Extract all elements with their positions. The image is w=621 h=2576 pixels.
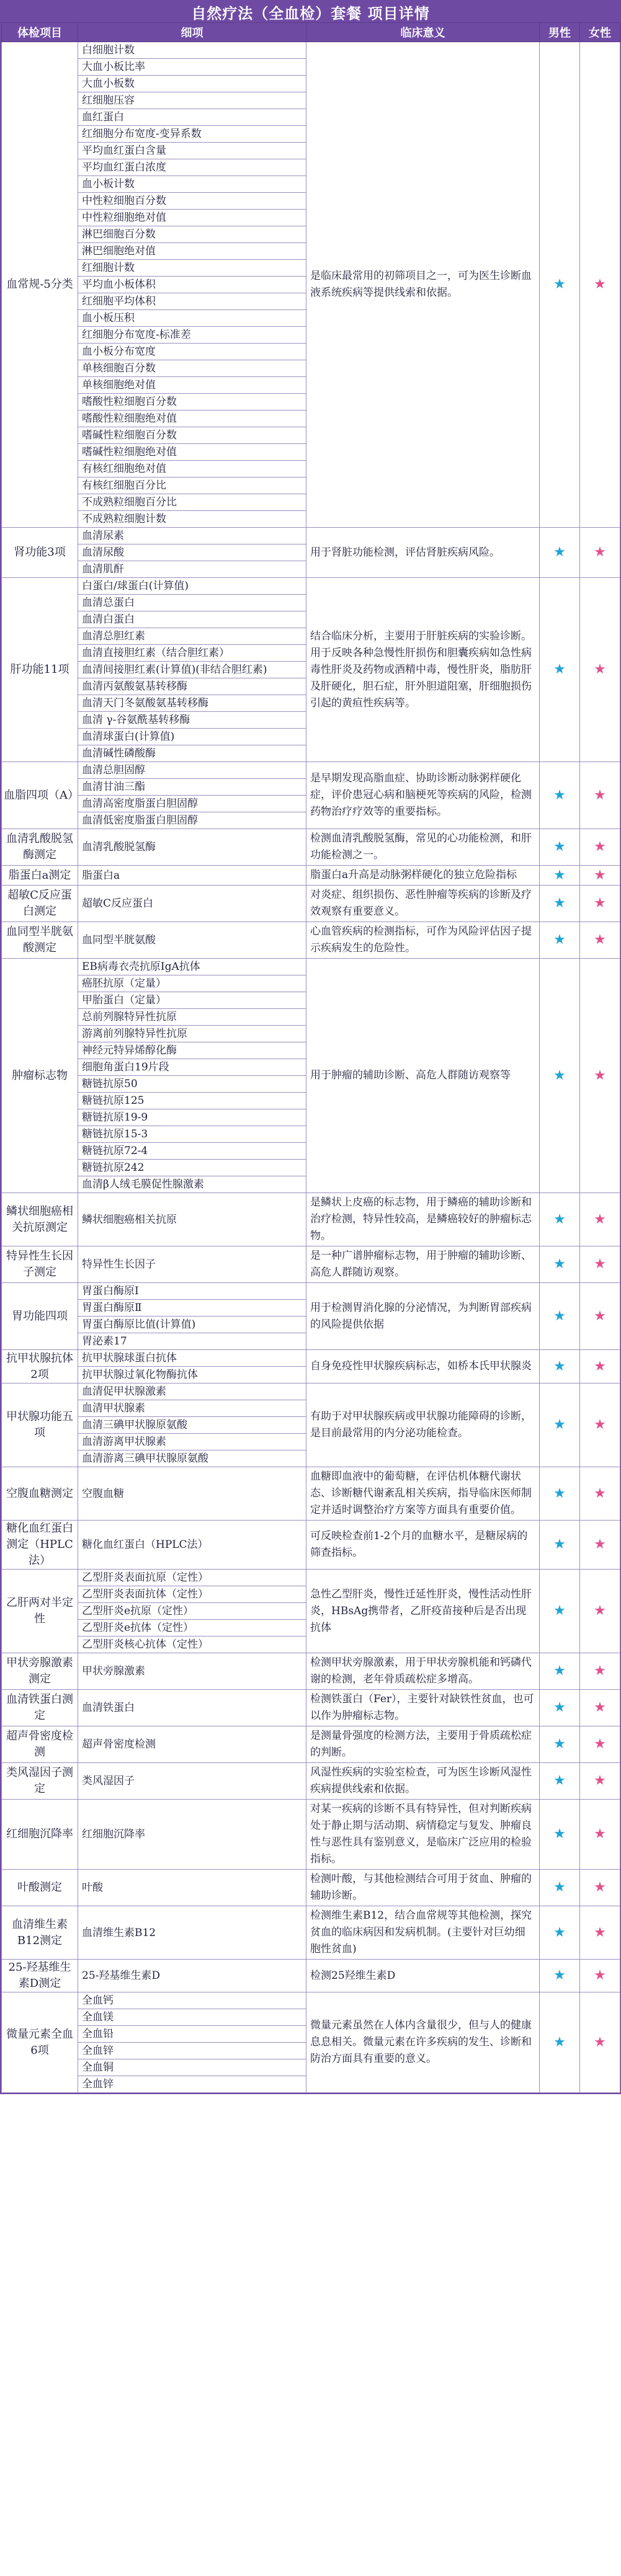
female-star-icon: ★ [580, 886, 620, 922]
detail-item: 全血锌 [78, 2076, 306, 2093]
table-row [2, 1467, 620, 1521]
female-star-icon: ★ [580, 1992, 620, 2093]
detail-item: 血清促甲状腺激素 [78, 1383, 306, 1400]
detail-item: 糖化血红蛋白（HPLC法） [78, 1521, 306, 1570]
detail-item: 血清天门冬氨酸氨基转移酶 [78, 695, 306, 712]
detail-item: 血清维生素B12 [78, 1906, 306, 1960]
category-cell: 25-羟基维生素D测定 [2, 1960, 78, 1992]
detail-item: 红细胞沉降率 [78, 1800, 306, 1870]
detail-item: 血同型半胱氨酸 [78, 922, 306, 959]
category-cell: 肾功能3项 [2, 528, 78, 578]
detail-item: 全血铜 [78, 2059, 306, 2076]
detail-item: 25-羟基维生素D [78, 1960, 306, 1992]
table-row [2, 1726, 620, 1763]
detail-item: 糖链抗原15-3 [78, 1126, 306, 1143]
table-header [2, 23, 620, 42]
female-star-icon: ★ [580, 528, 620, 578]
table-row [2, 1690, 620, 1726]
detail-item: 嗜碱性粒细胞百分数 [78, 427, 306, 444]
table-row [2, 528, 620, 544]
table-row [2, 1383, 620, 1400]
male-star-icon: ★ [540, 1726, 580, 1763]
clinical-meaning: 对炎症、组织损伤、恶性肿瘤等疾病的诊断及疗效观察有重要意义。 [306, 886, 540, 922]
detail-item: 血清间接胆红素(计算值)(非结合胆红素) [78, 662, 306, 678]
detail-item: 乙型肝炎表面抗原（定性） [78, 1570, 306, 1586]
male-star-icon: ★ [540, 1283, 580, 1350]
detail-item: 超声骨密度检测 [78, 1726, 306, 1763]
male-star-icon: ★ [540, 1521, 580, 1570]
detail-item: 乙型肝炎核心抗体（定性） [78, 1637, 306, 1653]
table-row [2, 1906, 620, 1960]
items-table [1, 22, 620, 2093]
detail-item: 血清丙氨酸氨基转移酶 [78, 678, 306, 695]
male-star-icon: ★ [540, 1246, 580, 1283]
detail-item: 血清高密度脂蛋白胆固醇 [78, 796, 306, 812]
detail-item: 乙型肝炎表面抗体（定性） [78, 1586, 306, 1603]
female-star-icon: ★ [580, 1570, 620, 1653]
detail-item: 血清低密度脂蛋白胆固醇 [78, 812, 306, 829]
detail-item: 不成熟粒细胞计数 [78, 511, 306, 528]
detail-item: 血清总蛋白 [78, 595, 306, 611]
category-cell: 糖化血红蛋白测定（HPLC法） [2, 1521, 78, 1570]
detail-item: 淋巴细胞绝对值 [78, 243, 306, 260]
male-star-icon: ★ [540, 922, 580, 959]
clinical-meaning: 用于肿瘤的辅助诊断、高危人群随访观察等 [306, 959, 540, 1193]
table-row [2, 1992, 620, 2009]
female-star-icon: ★ [580, 1521, 620, 1570]
male-star-icon: ★ [540, 829, 580, 866]
table-row [2, 886, 620, 922]
table-row [2, 1870, 620, 1906]
female-star-icon: ★ [580, 829, 620, 866]
clinical-meaning: 脂蛋白a升高是动脉粥样硬化的独立危险指标 [306, 866, 540, 886]
detail-item: 总前列腺特异性抗原 [78, 1009, 306, 1026]
male-star-icon: ★ [540, 1570, 580, 1653]
table-row [2, 959, 620, 975]
clinical-meaning: 检测25羟维生素D [306, 1960, 540, 1992]
male-star-icon: ★ [540, 1800, 580, 1870]
clinical-meaning: 检测血清乳酸脱氢酶，常见的心功能检测，和肝功能检测之一。 [306, 829, 540, 866]
detail-item: 中性粒细胞百分数 [78, 193, 306, 210]
category-cell: 甲状旁腺激素测定 [2, 1653, 78, 1690]
header-category: 体检项目 [2, 23, 78, 42]
female-star-icon: ★ [580, 1193, 620, 1246]
detail-item: 乙型肝炎e抗原（定性） [78, 1603, 306, 1620]
detail-item: 红细胞分布宽度-变异系数 [78, 126, 306, 143]
male-star-icon: ★ [540, 1992, 580, 2093]
detail-item: 血清总胆红素 [78, 628, 306, 645]
detail-item: 血清乳酸脱氢酶 [78, 829, 306, 866]
category-cell: 抗甲状腺抗体2项 [2, 1350, 78, 1383]
male-star-icon: ★ [540, 1467, 580, 1521]
male-star-icon: ★ [540, 959, 580, 1193]
detail-item: 血清甲状腺素 [78, 1400, 306, 1417]
clinical-meaning: 是早期发现高脂血症、协助诊断动脉粥样硬化症，评价患冠心病和脑梗死等疾病的风险，检测药物治疗疗效等的重要指标。 [306, 762, 540, 829]
detail-item: 乙型肝炎e抗体（定性） [78, 1620, 306, 1637]
detail-item: 超敏C反应蛋白 [78, 886, 306, 922]
header-detail: 细项 [78, 23, 306, 42]
female-star-icon: ★ [580, 922, 620, 959]
detail-item: 甲胎蛋白（定量） [78, 992, 306, 1009]
male-star-icon: ★ [540, 1906, 580, 1960]
detail-item: 血小板分布宽度 [78, 344, 306, 360]
category-cell: 叶酸测定 [2, 1870, 78, 1906]
clinical-meaning: 是鳞状上皮癌的标志物，用于鳞癌的辅助诊断和治疗检测，特异性较高，是鳞癌较好的肿瘤标志物。 [306, 1193, 540, 1246]
detail-item: 血小板计数 [78, 176, 306, 193]
detail-item: 血红蛋白 [78, 109, 306, 126]
female-star-icon: ★ [580, 1763, 620, 1800]
table-row [2, 1521, 620, 1570]
clinical-meaning: 结合临床分析，主要用于肝脏疾病的实验诊断。用于反映各种急慢性肝损伤和胆囊疾病如急性病毒性肝炎及药物或酒精中毒，慢性肝炎，脂肪肝及肝硬化，胆石症，肝外胆道阻塞，肝细胞损伤引起的黄疸性疾病等。 [306, 578, 540, 762]
detail-item: 不成熟粒细胞百分比 [78, 494, 306, 511]
table-row [2, 1193, 620, 1246]
clinical-meaning: 有助于对甲状腺疾病或甲状腺功能障碍的诊断，是目前最常用的内分泌功能检查。 [306, 1383, 540, 1467]
male-star-icon: ★ [540, 1870, 580, 1906]
table-row [2, 1570, 620, 1586]
clinical-meaning: 用于肾脏功能检测，评估肾脏疾病风险。 [306, 528, 540, 578]
detail-item: 血清白蛋白 [78, 611, 306, 628]
detail-item: 空腹血糖 [78, 1467, 306, 1521]
detail-item: 红细胞分布宽度-标准差 [78, 327, 306, 344]
detail-item: 单核细胞绝对值 [78, 377, 306, 394]
category-cell: 血清乳酸脱氢酶测定 [2, 829, 78, 866]
detail-item: 有核红细胞绝对值 [78, 461, 306, 477]
clinical-meaning: 检测维生素B12，结合血常规等其他检测，探究贫血的临床病因和发病机制。(主要针对巨幼细胞性贫血) [306, 1906, 540, 1960]
clinical-meaning: 检测甲状旁腺激素，用于甲状旁腺机能和钙磷代谢的检测，老年骨质疏松症多增高。 [306, 1653, 540, 1690]
detail-item: 白蛋白/球蛋白(计算值) [78, 578, 306, 595]
header-male: 男性 [540, 23, 580, 42]
male-star-icon: ★ [540, 528, 580, 578]
detail-item: 嗜酸性粒细胞绝对值 [78, 411, 306, 427]
detail-item: 血清总胆固醇 [78, 762, 306, 779]
table-row [2, 829, 620, 866]
female-star-icon: ★ [580, 1690, 620, 1726]
detail-item: 糖链抗原19-9 [78, 1109, 306, 1126]
male-star-icon: ★ [540, 42, 580, 528]
detail-item: 胃蛋白酶原Ⅰ [78, 1283, 306, 1300]
detail-item: 白细胞计数 [78, 42, 306, 59]
female-star-icon: ★ [580, 1960, 620, 1992]
detail-item: 单核细胞百分数 [78, 360, 306, 377]
detail-item: EB病毒衣壳抗原IgA抗体 [78, 959, 306, 975]
detail-item: 全血锌 [78, 2043, 306, 2059]
detail-item: 全血铅 [78, 2026, 306, 2043]
detail-item: 红细胞计数 [78, 260, 306, 277]
male-star-icon: ★ [540, 886, 580, 922]
table-row [2, 1653, 620, 1690]
detail-item: 抗甲状腺球蛋白抗体 [78, 1350, 306, 1367]
detail-item: 大血小板比率 [78, 59, 306, 76]
clinical-meaning: 自身免疫性甲状腺疾病标志，如桥本氏甲状腺炎 [306, 1350, 540, 1383]
detail-item: 血清碱性磷酸酶 [78, 745, 306, 762]
detail-item: 糖链抗原72-4 [78, 1143, 306, 1160]
male-star-icon: ★ [540, 1350, 580, 1383]
detail-item: 血清铁蛋白 [78, 1690, 306, 1726]
detail-item: 血清 γ-谷氨酰基转移酶 [78, 712, 306, 729]
header-female: 女性 [580, 23, 620, 42]
detail-item: 有核红细胞百分比 [78, 477, 306, 494]
clinical-meaning: 检测叶酸，与其他检测结合可用于贫血、肿瘤的辅助诊断。 [306, 1870, 540, 1906]
clinical-meaning: 是临床最常用的初筛项目之一，可为医生诊断血液系统疾病等提供线索和依据。 [306, 42, 540, 528]
detail-item: 血清甘油三酯 [78, 779, 306, 796]
male-star-icon: ★ [540, 1763, 580, 1800]
category-cell: 类风湿因子测定 [2, 1763, 78, 1800]
detail-item: 胃蛋白酶原比值(计算值) [78, 1317, 306, 1333]
detail-item: 平均血小板体积 [78, 277, 306, 293]
detail-item: 血清β人绒毛膜促性腺激素 [78, 1176, 306, 1193]
detail-item: 类风湿因子 [78, 1763, 306, 1800]
detail-item: 红细胞压容 [78, 92, 306, 109]
clinical-meaning: 风湿性疾病的实验室检查，可为医生诊断风湿性疾病提供线索和依据。 [306, 1763, 540, 1800]
table-row [2, 866, 620, 886]
category-cell: 特异性生长因子测定 [2, 1246, 78, 1283]
male-star-icon: ★ [540, 1960, 580, 1992]
detail-item: 中性粒细胞绝对值 [78, 210, 306, 226]
detail-item: 糖链抗原125 [78, 1093, 306, 1109]
male-star-icon: ★ [540, 1193, 580, 1246]
detail-item: 全血钙 [78, 1992, 306, 2009]
female-star-icon: ★ [580, 1350, 620, 1383]
male-star-icon: ★ [540, 762, 580, 829]
clinical-meaning: 急性乙型肝炎，慢性迁延性肝炎，慢性活动性肝炎，HBsAg携带者，乙肝疫苗接种后是否出现抗体 [306, 1570, 540, 1653]
detail-item: 血清尿酸 [78, 544, 306, 561]
category-cell: 血清铁蛋白测定 [2, 1690, 78, 1726]
category-cell: 血脂四项（A） [2, 762, 78, 829]
detail-item: 糖链抗原242 [78, 1160, 306, 1176]
female-star-icon: ★ [580, 762, 620, 829]
table-row [2, 1246, 620, 1283]
detail-item: 胃泌素17 [78, 1333, 306, 1350]
clinical-meaning: 血糖即血液中的葡萄糖，在评估机体糖代谢状态、诊断糖代谢紊乱相关疾病，指导临床医师制定并适时调整治疗方案等方面具有重要价值。 [306, 1467, 540, 1521]
detail-item: 血清尿素 [78, 528, 306, 544]
page-title: 自然疗法（全血检）套餐 项目详情 [1, 1, 620, 22]
category-cell: 胃功能四项 [2, 1283, 78, 1350]
male-star-icon: ★ [540, 578, 580, 762]
clinical-meaning: 可反映检查前1-2个月的血糖水平，是糖尿病的筛查指标。 [306, 1521, 540, 1570]
detail-item: 癌胚抗原（定量） [78, 975, 306, 992]
detail-item: 胃蛋白酶原Ⅱ [78, 1300, 306, 1317]
female-star-icon: ★ [580, 959, 620, 1193]
male-star-icon: ★ [540, 866, 580, 886]
category-cell: 肝功能11项 [2, 578, 78, 762]
detail-item: 平均血红蛋白含量 [78, 143, 306, 159]
detail-item: 血清球蛋白(计算值) [78, 729, 306, 745]
male-star-icon: ★ [540, 1653, 580, 1690]
female-star-icon: ★ [580, 1800, 620, 1870]
table-row [2, 42, 620, 59]
table-row [2, 1283, 620, 1300]
table-row [2, 578, 620, 595]
clinical-meaning: 是一种广谱肿瘤标志物，用于肿瘤的辅助诊断、高危人群随访观察。 [306, 1246, 540, 1283]
detail-item: 糖链抗原50 [78, 1076, 306, 1093]
category-cell: 超声骨密度检测 [2, 1726, 78, 1763]
table-row [2, 1960, 620, 1992]
detail-item: 鳞状细胞癌相关抗原 [78, 1193, 306, 1246]
female-star-icon: ★ [580, 1283, 620, 1350]
category-cell: 血常规-5分类 [2, 42, 78, 528]
detail-item: 淋巴细胞百分数 [78, 226, 306, 243]
category-cell: 肿瘤标志物 [2, 959, 78, 1193]
detail-item: 嗜碱性粒细胞绝对值 [78, 444, 306, 461]
detail-item: 细胞角蛋白19片段 [78, 1059, 306, 1076]
clinical-meaning: 对某一疾病的诊断不具有特异性，但对判断疾病处于静止期与活动期、病情稳定与复发、肿瘤良性与恶性具有鉴别意义，是临床广泛应用的检验指标。 [306, 1800, 540, 1870]
detail-item: 平均血红蛋白浓度 [78, 159, 306, 176]
detail-item: 抗甲状腺过氧化物酶抗体 [78, 1367, 306, 1383]
clinical-meaning: 微量元素虽然在人体内含量很少，但与人的健康息息相关。微量元素在许多疾病的发生、诊断和防治方面具有重要的意义。 [306, 1992, 540, 2093]
detail-item: 大血小板数 [78, 76, 306, 92]
detail-item: 脂蛋白a [78, 866, 306, 886]
table-row [2, 922, 620, 959]
detail-item: 神经元特异烯醇化酶 [78, 1042, 306, 1059]
detail-item: 血清直接胆红素（结合胆红素） [78, 645, 306, 662]
female-star-icon: ★ [580, 42, 620, 528]
female-star-icon: ★ [580, 1246, 620, 1283]
table-body [2, 42, 620, 2093]
female-star-icon: ★ [580, 1870, 620, 1906]
category-cell: 空腹血糖测定 [2, 1467, 78, 1521]
female-star-icon: ★ [580, 1467, 620, 1521]
clinical-meaning: 是测量骨强度的检测方法，主要用于骨质疏松症的判断。 [306, 1726, 540, 1763]
female-star-icon: ★ [580, 1383, 620, 1467]
detail-item: 全血镁 [78, 2009, 306, 2026]
female-star-icon: ★ [580, 1726, 620, 1763]
detail-item: 特异性生长因子 [78, 1246, 306, 1283]
detail-item: 血清三碘甲状腺原氨酸 [78, 1417, 306, 1434]
clinical-meaning: 用于检测胃消化腺的分泌情况，为判断胃部疾病的风险提供依据 [306, 1283, 540, 1350]
detail-item: 红细胞平均体积 [78, 293, 306, 310]
detail-item: 游离前列腺特异性抗原 [78, 1026, 306, 1042]
category-cell: 血同型半胱氨酸测定 [2, 922, 78, 959]
detail-item: 血清肌酐 [78, 561, 306, 578]
clinical-meaning: 心血管疾病的检测指标，可作为风险评估因子提示疾病发生的危险性。 [306, 922, 540, 959]
detail-item: 叶酸 [78, 1870, 306, 1906]
table-row [2, 1763, 620, 1800]
category-cell: 脂蛋白a测定 [2, 866, 78, 886]
category-cell: 血清维生素B12测定 [2, 1906, 78, 1960]
male-star-icon: ★ [540, 1383, 580, 1467]
category-cell: 红细胞沉降率 [2, 1800, 78, 1870]
detail-item: 血清游离三碘甲状腺原氨酸 [78, 1450, 306, 1467]
detail-item: 血清游离甲状腺素 [78, 1434, 306, 1450]
male-star-icon: ★ [540, 1690, 580, 1726]
table-row [2, 1800, 620, 1870]
category-cell: 超敏C反应蛋白测定 [2, 886, 78, 922]
category-cell: 鳞状细胞癌相关抗原测定 [2, 1193, 78, 1246]
table-row [2, 762, 620, 779]
category-cell: 微量元素全血6项 [2, 1992, 78, 2093]
table-row [2, 1350, 620, 1367]
detail-item: 甲状旁腺激素 [78, 1653, 306, 1690]
category-cell: 甲状腺功能五项 [2, 1383, 78, 1467]
detail-item: 血小板压积 [78, 310, 306, 327]
female-star-icon: ★ [580, 866, 620, 886]
clinical-meaning: 检测铁蛋白（Fer），主要针对缺铁性贫血，也可以作为肿瘤标志物。 [306, 1690, 540, 1726]
detail-item: 嗜酸性粒细胞百分数 [78, 394, 306, 411]
female-star-icon: ★ [580, 578, 620, 762]
category-cell: 乙肝两对半定性 [2, 1570, 78, 1653]
female-star-icon: ★ [580, 1906, 620, 1960]
female-star-icon: ★ [580, 1653, 620, 1690]
header-meaning: 临床意义 [306, 23, 540, 42]
